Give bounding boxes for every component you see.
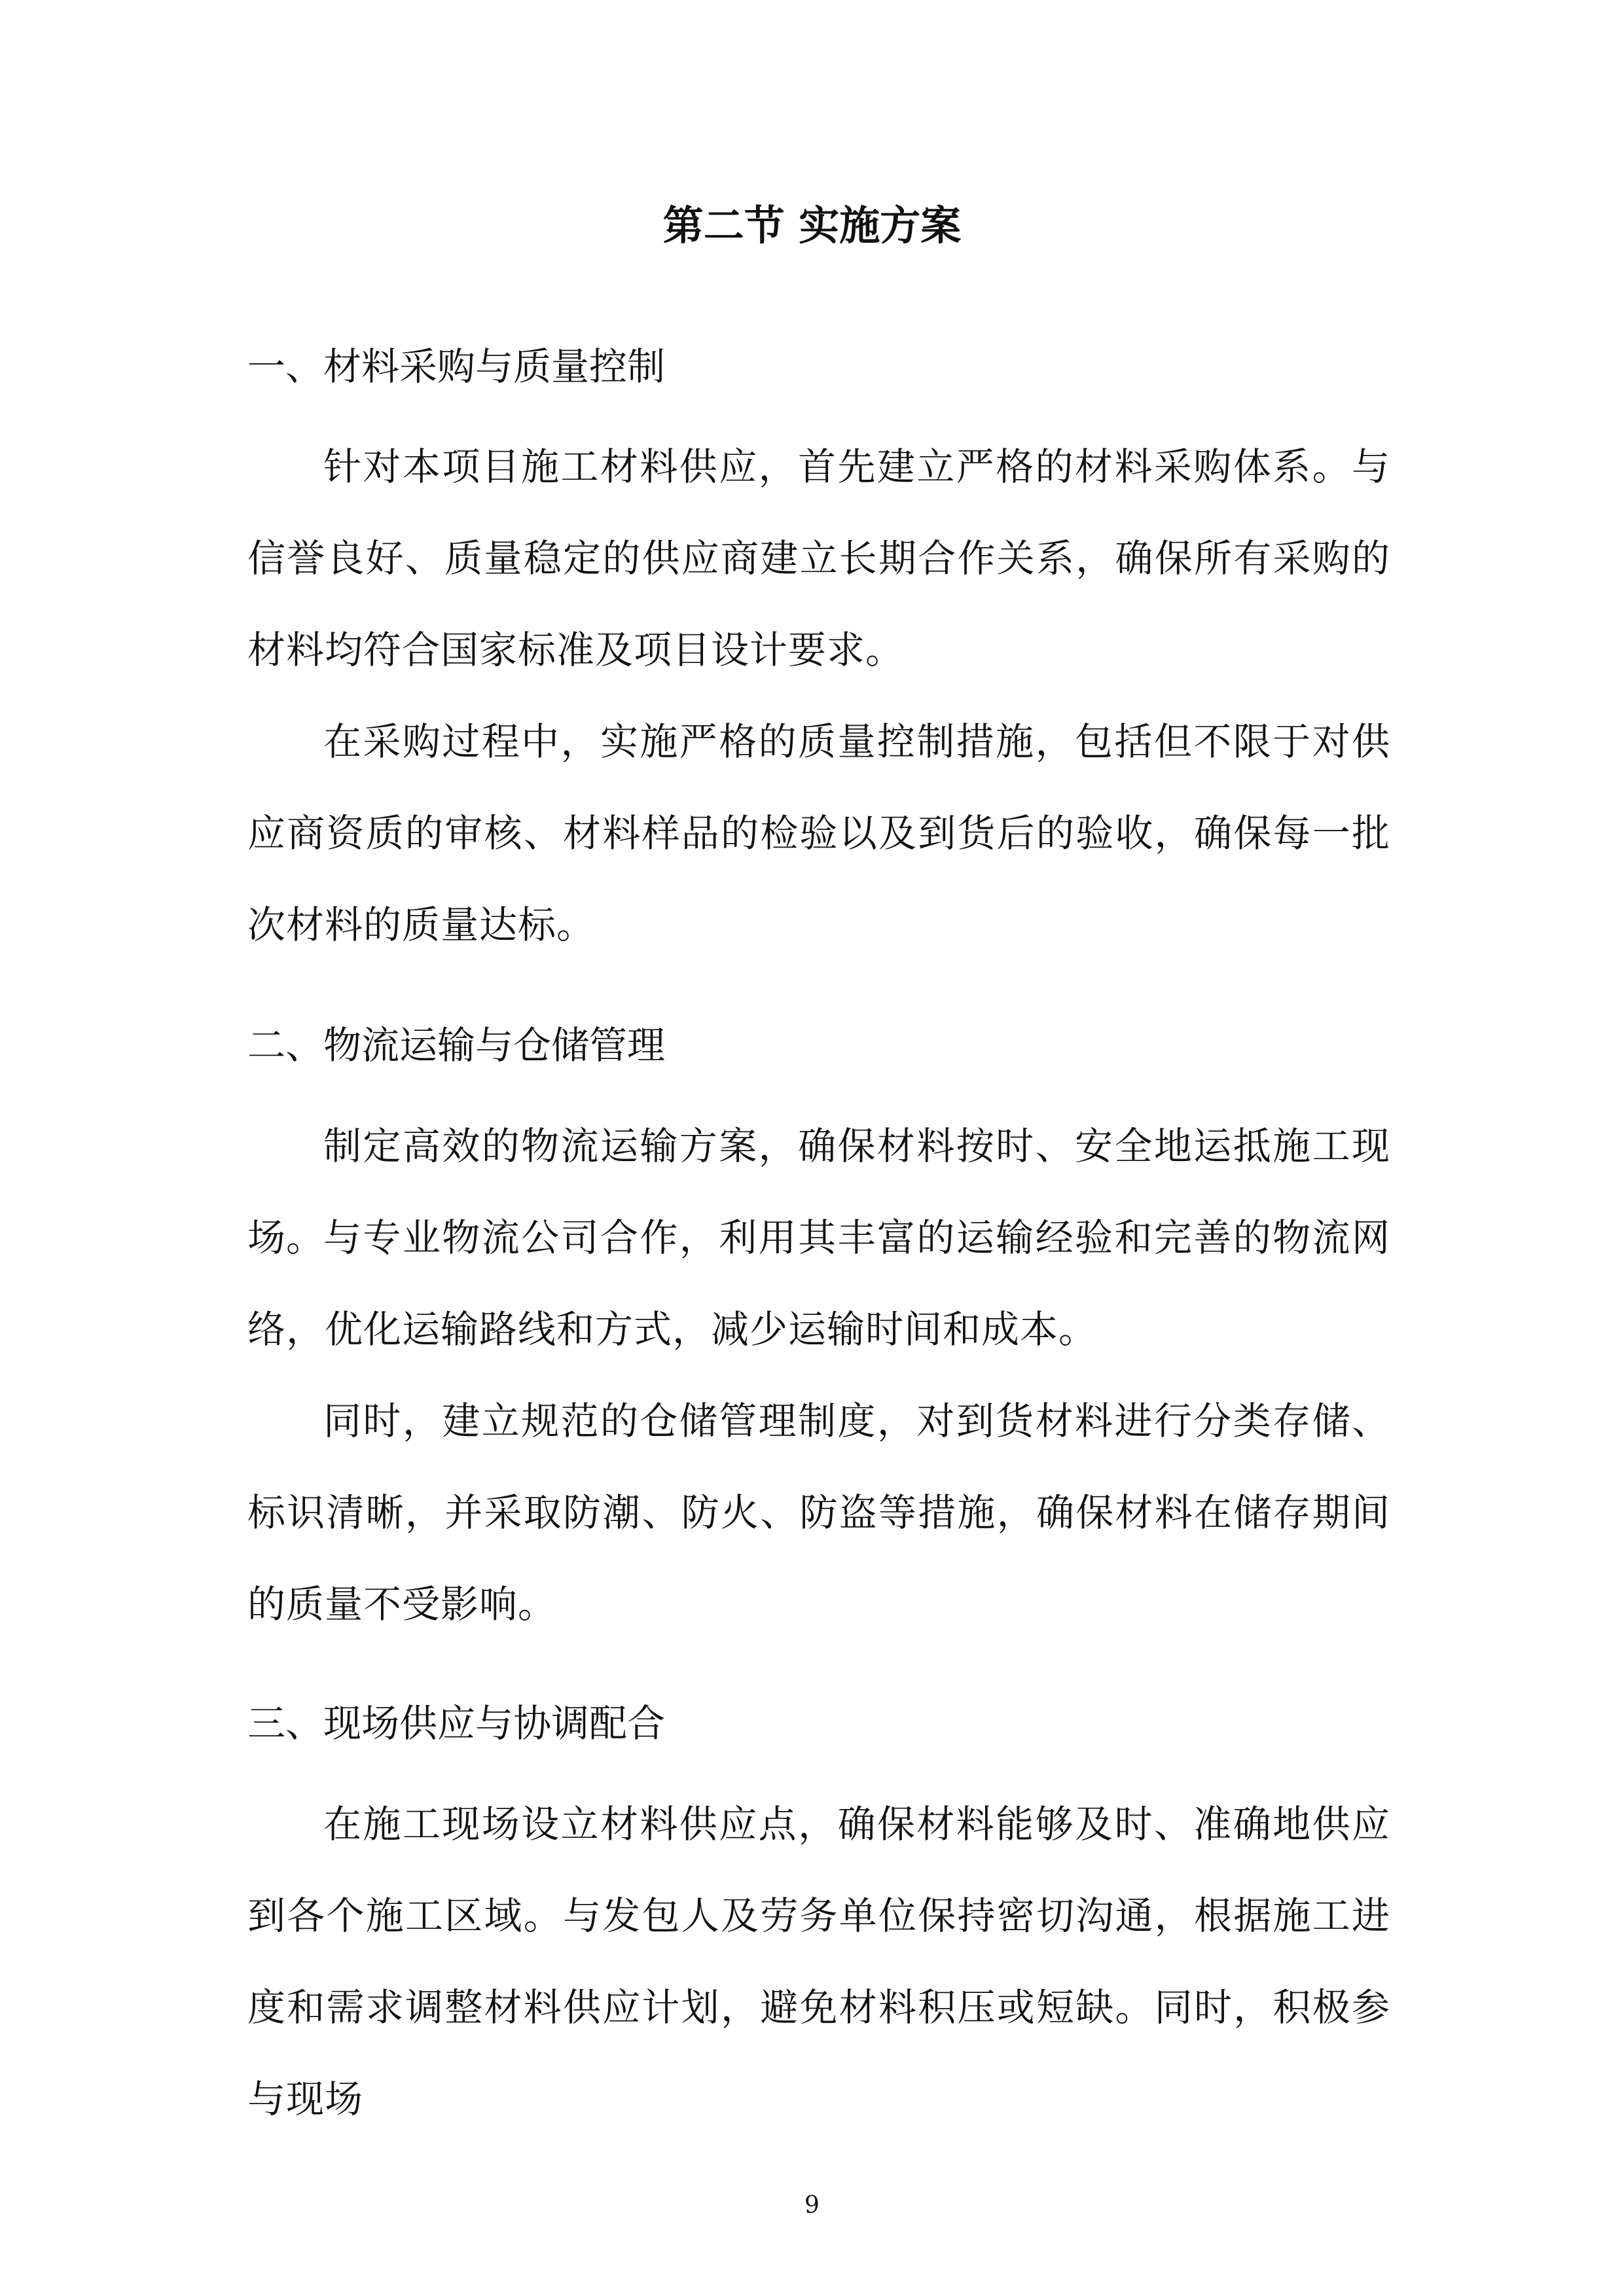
section-heading-2: 二、物流运输与仓储管理 bbox=[247, 1023, 666, 1067]
paragraph-2-1: 制定高效的物流运输方案，确保材料按时、安全地运抵施工现场。 bbox=[247, 1124, 1390, 1260]
paragraph-1-1: 针对本项目施工材料供应，首先建立严格的材料采购体系。与信誉良好、质量稳定的供应商建立长期合作关系，确保所有采购的材料均符合国家标准及项目设计要求。 bbox=[247, 444, 1390, 672]
paragraph-2-2: 与专业物流公司合作，利用其丰富的运输经验和完善的物流网络，优化运输路线和方式，减少运输时间和成本。 bbox=[247, 1215, 1390, 1352]
paragraph-3-1: 在施工现场设立材料供应点，确保材料能够及时、准确地供应到各个施工区域。与发包人及劳务单位保持密切沟通，根据施工进度和需求调整材料供应计划，避免材料积压或短缺。同时，积极参与现场 bbox=[247, 1802, 1390, 2121]
page-title: 第二节 实施方案 bbox=[662, 202, 962, 249]
page-number: 9 bbox=[804, 2192, 820, 2219]
paragraph-1-2: 在采购过程中，实施严格的质量控制措施，包括但不限于对供应商资质的审核、材料样品的检验以及到货后的验收，确保每一批次材料的质量达标。 bbox=[247, 719, 1390, 947]
paragraph-2-3: 同时，建立规范的仓储管理制度，对到货材料进行分类存储、标识清晰，并采取防潮、防火、防盗等措施，确保材料在储存期间的质量不受影响。 bbox=[247, 1399, 1390, 1626]
section-heading-3: 三、现场供应与协调配合 bbox=[247, 1701, 666, 1746]
section-heading-1: 一、材料采购与质量控制 bbox=[247, 344, 666, 389]
